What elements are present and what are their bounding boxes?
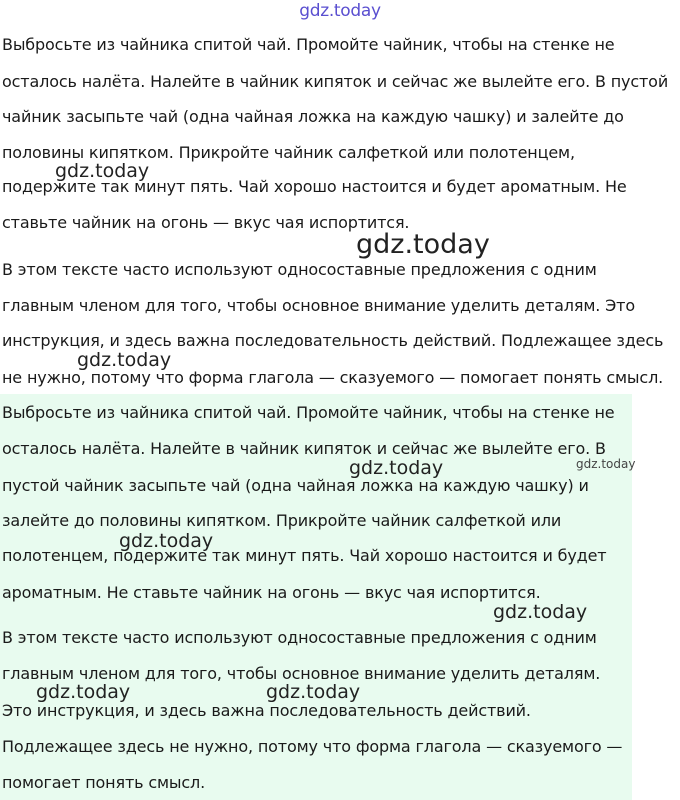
watermark: gdz.today bbox=[266, 681, 361, 703]
text-line: ставьте чайник на огонь — вкус чая испортится. bbox=[2, 213, 410, 232]
text-line: инструкция, и здесь важна последовательность действий. Подлежащее здесь bbox=[2, 331, 664, 350]
text-line: Подлежащее здесь не нужно, потому что форма глагола — сказуемого — bbox=[2, 737, 623, 756]
text-line: главным членом для того, чтобы основное внимание уделить деталям. bbox=[2, 664, 601, 683]
text-line: чайник засыпьте чай (одна чайная ложка на каждую чашку) и залейте до bbox=[2, 107, 624, 126]
text-line: В этом тексте часто используют односоставные предложения с одним bbox=[2, 628, 597, 647]
watermark: gdz.today bbox=[55, 160, 150, 182]
watermark: gdz.today bbox=[493, 601, 588, 623]
watermark: gdz.today bbox=[36, 681, 131, 703]
text-line: полотенцем, подержите так минут пять. Чай хорошо настоится и будет bbox=[2, 546, 607, 565]
watermark: gdz.today bbox=[356, 229, 490, 260]
text-line: осталось налёта. Налейте в чайник кипяток и сейчас же вылейте его. В bbox=[2, 439, 606, 458]
site-logo: gdz.today bbox=[299, 1, 381, 21]
text-line: помогает понять смысл. bbox=[2, 773, 206, 792]
text-line: не нужно, потому что форма глагола — сказуемого — помогает понять смысл. bbox=[2, 368, 664, 387]
text-line: подержите так минут пять. Чай хорошо настоится и будет ароматным. Не bbox=[2, 177, 627, 196]
text-line: В этом тексте часто используют односоставные предложения с одним bbox=[2, 260, 597, 279]
text-line: главным членом для того, чтобы основное внимание уделить деталям. Это bbox=[2, 296, 635, 315]
text-line: половины кипятком. Прикройте чайник салфеткой или полотенцем, bbox=[2, 143, 575, 162]
text-line: залейте до половины кипятком. Прикройте чайник салфеткой или bbox=[2, 511, 562, 530]
watermark: gdz.today bbox=[576, 457, 636, 471]
watermark: gdz.today bbox=[349, 457, 444, 479]
text-line: Выбросьте из чайника спитой чай. Промойте чайник, чтобы на стенке не bbox=[2, 403, 615, 422]
text-line: Это инструкция, и здесь важна последовательность действий. bbox=[2, 701, 531, 720]
text-line: пустой чайник засыпьте чай (одна чайная ложка на каждую чашку) и bbox=[2, 476, 589, 495]
watermark: gdz.today bbox=[77, 349, 172, 371]
text-line: ароматным. Не ставьте чайник на огонь — вкус чая испортится. bbox=[2, 583, 541, 602]
text-line: осталось налёта. Налейте в чайник кипяток и сейчас же вылейте его. В пустой bbox=[2, 72, 669, 91]
watermark: gdz.today bbox=[119, 530, 214, 552]
text-line: Выбросьте из чайника спитой чай. Промойте чайник, чтобы на стенке не bbox=[2, 35, 615, 54]
